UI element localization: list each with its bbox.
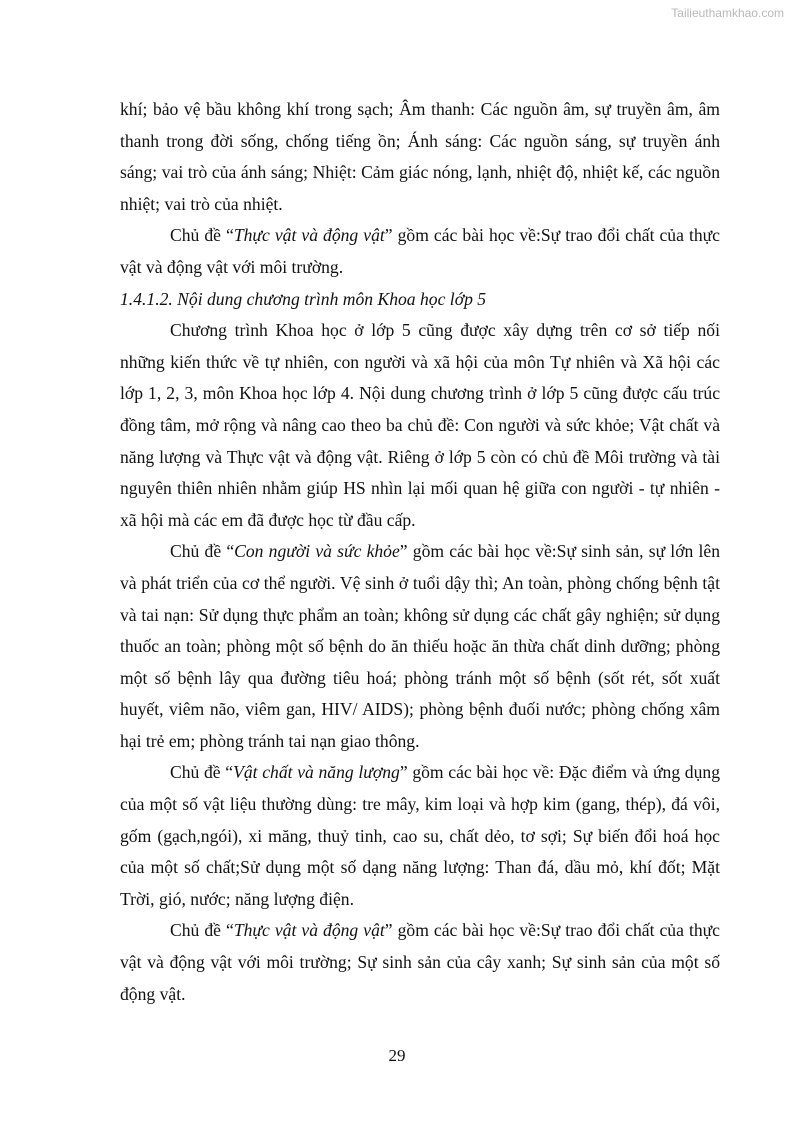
topic-title: Vật chất và năng lượng (233, 762, 400, 783)
paragraph-text: khí; bảo vệ bầu không khí trong sạch; Âm thanh: Các nguồn âm, sự truyền âm, âm thanh trong đời sống, chống tiếng ồn; Ánh sáng: Các nguồn sáng, sự truyền ánh sáng; vai trò của ánh sáng; Nhiệt: Cảm giác nóng, lạnh, nhiệt độ, nhiệt kế, các nguồn nhiệt; vai trò của nhiệt. (120, 99, 720, 214)
paragraph-air-sound-light-heat (120, 94, 720, 220)
paragraph-text-lead: Chủ đề “ (170, 920, 234, 941)
paragraph-topic-plants-animals-grade4 (120, 220, 720, 283)
paragraph-text-lead: Chủ đề “ (170, 762, 234, 783)
paragraph-text-rest: ” gồm các bài học về:Sự sinh sản, sự lớn lên và phát triển của cơ thể người. Vệ sinh ở tuổi dậy thì; An toàn, phòng chống bệnh tật và tai nạn: Sử dụng thực phẩm an toàn; không sử dụng các chất gây nghiện; sử dụng thuốc an toàn; phòng một số bệnh do ăn thiếu hoặc ăn thừa chất dinh dưỡng; phòng một số bệnh lây qua đường tiêu hoá; phòng tránh một số bệnh (sốt rét, sốt xuất huyết, viêm não, viêm gan, HIV/ AIDS); phòng bệnh đuối nước; phòng chống xâm hại trẻ em; phòng tránh tai nạn giao thông. (120, 541, 720, 751)
paragraph-text: Chương trình Khoa học ở lớp 5 cũng được xây dựng trên cơ sở tiếp nối những kiến thức về tự nhiên, con người và xã hội của môn Tự nhiên và Xã hội các lớp 1, 2, 3, môn Khoa học lớp 4. Nội dung chương trình ở lớp 5 cũng được cấu trúc đồng tâm, mở rộng và nâng cao theo ba chủ đề: Con người và sức khỏe; Vật chất và năng lượng và Thực vật và động vật. Riêng ở lớp 5 còn có chủ đề Môi trường và tài nguyên thiên nhiên nhằm giúp HS nhìn lại mối quan hệ giữa con người - tự nhiên - xã hội mà các em đã được học từ đầu cấp. (120, 320, 720, 530)
paragraph-topic-plants-animals-grade5 (120, 915, 720, 1010)
paragraph-text-rest: ” gồm các bài học về: Đặc điểm và ứng dụng của một số vật liệu thường dùng: tre mây, kim loại và hợp kim (gang, thép), đá vôi, gốm (gạch,ngói), xi măng, thuỷ tinh, cao su, chất dẻo, tơ sợi; Sự biến đổi hoá học của một số chất;Sử dụng một số dạng năng lượng: Than đá, dầu mỏ, khí đốt; Mặt Trời, gió, nước; năng lượng điện. (120, 762, 720, 909)
watermark-text: Tailieuthamkhao.com (671, 6, 784, 20)
topic-title: Con người và sức khỏe (234, 541, 400, 562)
page-number: 29 (388, 1046, 406, 1065)
paragraph-topic-human-health (120, 536, 720, 757)
paragraph-text-rest: ” gồm các bài học về:Sự trao đổi chất của thực vật và động vật với môi trường. (120, 225, 720, 277)
paragraph-text-lead: Chủ đề “ (170, 225, 234, 246)
topic-title: Thực vật và động vật (233, 920, 385, 941)
paragraph-text-lead: Chủ đề “ (170, 541, 235, 562)
paragraph-grade5-curriculum (120, 315, 720, 536)
paragraph-topic-matter-energy (120, 757, 720, 915)
section-heading: 1.4.1.2. Nội dung chương trình môn Khoa học lớp 5 (120, 288, 487, 309)
paragraph-text-rest: ” gồm các bài học về:Sự trao đổi chất của thực vật và động vật với môi trường; Sự sinh sản của cây xanh; Sự sinh sản của một số động vật. (120, 920, 720, 1004)
topic-title: Thực vật và động vật (233, 225, 385, 246)
document-body (120, 94, 720, 1010)
